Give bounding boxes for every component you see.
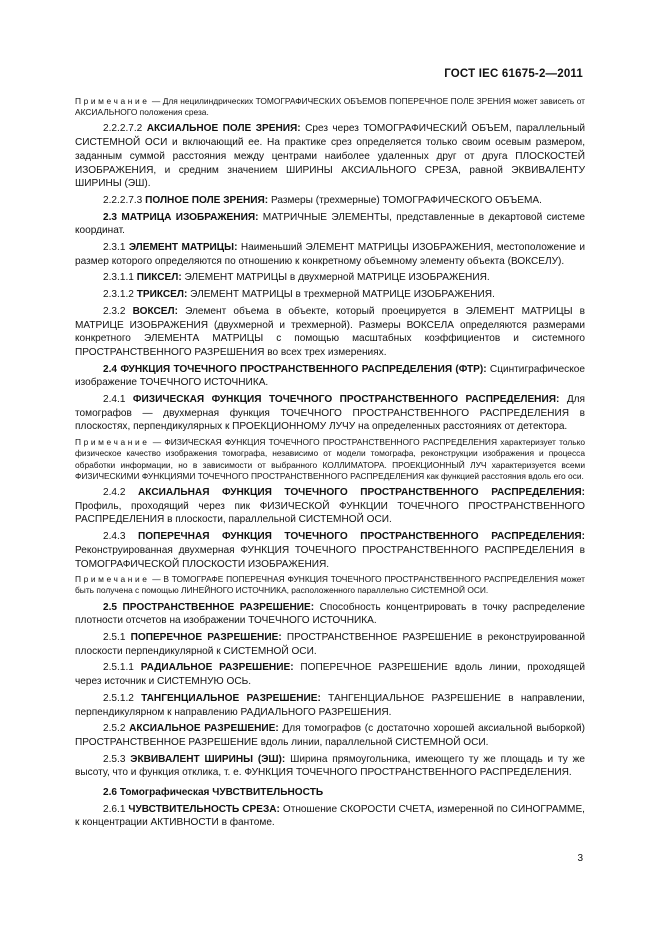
clause-term: ПОПЕРЕЧНОЕ РАЗРЕШЕНИЕ: [130,632,282,644]
clause-number: 2.3.1.2 [103,289,134,301]
clause-term: ВОКСЕЛ: [132,305,178,317]
clause-term: ФУНКЦИЯ ТОЧЕЧНОГО ПРОСТРАНСТВЕННОГО РАСПРЕДЕЛЕНИЯ (ФТР): [120,363,487,375]
clause-term: ЭЛЕМЕНТ МАТРИЦЫ: [128,242,238,254]
standard-header: ГОСТ IEC 61675-2—2011 [444,68,583,80]
document-body [75,94,585,833]
clause-text: ПРОСТРАНСТВЕННОЕ РАЗРЕШЕНИЕ в реконструированной плоскости перпендикулярной к СИСТЕМНОЙ ОСИ. [75,632,585,657]
clause-text: Сцинтиграфическое изображение ТОЧЕЧНОГО ИСТОЧНИКА. [75,363,585,389]
clause-text: Способность концентрировать в точку распределение плотности отсчетов на изображении ТОЧЕЧНОГО ИСТОЧНИКА. [75,601,586,627]
note-dash: — [152,574,161,585]
clause-term: РАДИАЛЬНОЕ РАЗРЕШЕНИЕ: [140,662,294,674]
clause-number: 2.4.1 [103,394,126,406]
clause-number: 2.3.2 [103,305,126,317]
clause-2-3-2 [75,305,585,360]
clause-text: Наименьший ЭЛЕМЕНТ МАТРИЦЫ ИЗОБРАЖЕНИЯ, местоположение и размер которого определяются по отношению к конкретному объемному элементу объекта (ВОКСЕЛУ). [75,242,586,267]
clause-2-5 [75,601,585,628]
clause-2-4-1 [75,393,585,434]
clause-2-4-2 [75,486,585,527]
note-dash: — [152,437,162,448]
note-dash: — [151,96,161,106]
clause-number: 2.5.1.2 [103,692,134,704]
clause-text: Срез через ТОМОГРАФИЧЕСКИЙ ОБЪЕМ, параллельный СИСТЕМНОЙ ОСИ и включающий ее. На практике срез определяется только своим осевым размером, заданным суммой расстояния между центрами наиболее удаленных друг от друга ПЛОСКОСТЕЙ ИЗОБРАЖЕНИЯ, и средним значением ШИРИНЫ АКСИАЛЬНОГО СРЕЗА, равной ЭКВИВАЛЕНТУ ШИРИНЫ (ЭШ). [75,123,586,190]
clause-number: 2.3 [103,211,118,223]
clause-2-3-1 [75,241,585,268]
clause-2-3 [75,211,585,238]
clause-2-4-3 [75,530,585,571]
note-text: ФИЗИЧЕСКАЯ ФУНКЦИЯ ТОЧЕЧНОГО ПРОСТРАНСТВЕННОГО РАСПРЕДЕЛЕНИЯ характеризует только физическое качество изображения томографа, независимо от модели томографа, реконструкции изображения и процесса обработки информации, но в зависимости от выбранного КОЛЛИМАТОРА. ПРОЕКЦИОННЫЙ ЛУЧ характеризуется всеми ФИЗИЧЕСКИМИ ФУНКЦИЯМИ ТОЧЕЧНОГО ПРОСТРАНСТВЕННОГО РАСПРЕДЕЛЕНИЯ как функцией расстояния вдоль его оси. [75,437,586,481]
clause-term: ЭКВИВАЛЕНТ ШИРИНЫ (ЭШ): [130,753,286,765]
clause-term: ПОПЕРЕЧНАЯ ФУНКЦИЯ ТОЧЕЧНОГО ПРОСТРАНСТВЕННОГО РАСПРЕДЕЛЕНИЯ: [138,531,585,543]
clause-number: 2.6.1 [103,803,126,815]
note-label: Примечание [75,437,150,448]
clause-number: 2.2.2.7.2 [103,123,143,135]
clause-2-5-1-2 [75,692,585,719]
clause-term: ПИКСЕЛ: [136,272,182,284]
page-number: 3 [577,853,583,864]
clause-2-5-3 [75,753,585,780]
clause-text: Ширина прямоугольника, имеющего ту же площадь и ту же высоту, что и функция отклика, т. е. ФУНКЦИЯ ТОЧЕЧНОГО ПРОСТРАНСТВЕННОГО РАСПРЕДЕЛЕНИЯ. [75,753,585,779]
clause-term: АКСИАЛЬНОЕ ПОЛЕ ЗРЕНИЯ: [146,123,301,135]
clause-term: ФИЗИЧЕСКАЯ ФУНКЦИЯ ТОЧЕЧНОГО ПРОСТРАНСТВЕННОГО РАСПРЕДЕЛЕНИЯ: [132,394,560,406]
note-text: Для нецилиндрических ТОМОГРАФИЧЕСКИХ ОБЪЕМОВ ПОПЕРЕЧНОЕ ПОЛЕ ЗРЕНИЯ может зависеть от АКСИАЛЬНОГО положения среза. [75,96,586,118]
clause-number: 2.2.2.7.3 [103,194,143,206]
clause-2-5-1-1 [75,661,585,688]
clause-term: Томографическая ЧУВСТВИТЕЛЬНОСТЬ [119,787,324,799]
note-label: Примечание [75,574,150,585]
clause-term: ПРОСТРАНСТВЕННОЕ РАЗРЕШЕНИЕ: [122,601,315,613]
clause-text: Для томографов (с достаточно хорошей аксиальной выборкой) ПРОСТРАНСТВЕННОЕ РАЗРЕШЕНИЕ вдоль линии, параллельной СИСТЕМНОЙ ОСИ. [75,723,585,748]
clause-term: МАТРИЦА ИЗОБРАЖЕНИЯ: [121,211,259,223]
clause-term: АКСИАЛЬНОЕ РАЗРЕШЕНИЕ: [129,723,279,735]
clause-text: Отношение СКОРОСТИ СЧЕТА, измеренной по СИНОГРАММЕ, к концентрации АКТИВНОСТИ в фантоме. [75,803,585,829]
clause-number: 2.3.1 [103,242,126,254]
clause-2-2-2-7-2 [75,122,585,191]
clause-term: АКСИАЛЬНАЯ ФУНКЦИЯ ТОЧЕЧНОГО ПРОСТРАНСТВЕННОГО РАСПРЕДЕЛЕНИЯ: [138,486,585,498]
clause-text: МАТРИЧНЫЕ ЭЛЕМЕНТЫ, представленные в декартовой системе координат. [75,211,586,237]
clause-2-5-2 [75,722,585,749]
clause-term: ПОЛНОЕ ПОЛЕ ЗРЕНИЯ: [145,194,269,206]
note-label: Примечание [75,96,150,106]
clause-term: ЧУВСТВИТЕЛЬНОСТЬ СРЕЗА: [128,803,280,815]
clause-number: 2.5 [103,601,118,613]
note-2 [75,437,585,482]
clause-text: Размеры (трехмерные) ТОМОГРАФИЧЕСКОГО ОБЪЕМА. [270,194,542,206]
clause-number: 2.6 [103,787,118,799]
note-1 [75,96,585,118]
clause-text: Элемент объема в объекте, который проецируется в ЭЛЕМЕНТ МАТРИЦЫ в МАТРИЦЕ ИЗОБРАЖЕНИЯ (двухмерной и трехмерной). Размеры ВОКСЕЛА определяются размерами конкретного ЭЛЕМЕНТА МАТРИЦЫ с помощью масштабных коэффициентов и системного ПРОСТРАНСТВЕННОГО РАЗРЕШЕНИЯ во всех трех измерениях. [75,305,585,358]
clause-text: Реконструированная двухмерная ФУНКЦИЯ ТОЧЕЧНОГО ПРОСТРАНСТВЕННОГО РАСПРЕДЕЛЕНИЯ в ТОМОГРАФИЧЕСКОЙ ПЛОСКОСТИ ИЗОБРАЖЕНИЯ. [75,544,585,570]
clause-term: ТАНГЕНЦИАЛЬНОЕ РАЗРЕШЕНИЕ: [141,692,321,704]
clause-number: 2.5.3 [103,753,126,765]
clause-text: Профиль, проходящий через пик ФИЗИЧЕСКОЙ ФУНКЦИИ ТОЧЕЧНОГО ПРОСТРАНСТВЕННОГО РАСПРЕДЕЛЕНИЯ в плоскости, параллельной СИСТЕМНОЙ ОСИ. [75,500,585,526]
clause-number: 2.3.1.1 [103,272,134,284]
clause-term: ТРИКСЕЛ: [136,289,188,301]
clause-text: Для томографов — двухмерная функция ТОЧЕЧНОГО ПРОСТРАНСТВЕННОГО РАСПРЕДЕЛЕНИЯ в плоскостях, перпендикулярных к ПРОЕКЦИОННОМУ ЛУЧУ на определенных расстояниях от детектора. [75,394,586,433]
clause-number: 2.4 [103,363,118,375]
note-3 [75,574,585,596]
clause-2-2-2-7-3 [75,194,585,208]
section-2-6-heading [75,786,585,800]
clause-2-4 [75,363,585,390]
clause-text: ЭЛЕМЕНТ МАТРИЦЫ в трехмерной МАТРИЦЕ ИЗОБРАЖЕНИЯ. [190,289,495,301]
clause-number: 2.5.1 [103,632,126,644]
clause-2-3-1-2 [75,288,585,302]
note-text: В ТОМОГРАФЕ ПОПЕРЕЧНАЯ ФУНКЦИЯ ТОЧЕЧНОГО ПРОСТРАНСТВЕННОГО РАСПРЕДЕЛЕНИЯ может быть получена с помощью ЛИНЕЙНОГО ИСТОЧНИКА, расположенного параллельно СИСТЕМНОЙ ОСИ. [75,574,586,596]
clause-text: ПОПЕРЕЧНОЕ РАЗРЕШЕНИЕ вдоль линии, проходящей через источник и СИСТЕМНУЮ ОСЬ. [75,662,585,688]
clause-number: 2.5.1.1 [103,662,134,674]
clause-number: 2.4.2 [103,486,126,498]
clause-text: ЭЛЕМЕНТ МАТРИЦЫ в двухмерной МАТРИЦЕ ИЗОБРАЖЕНИЯ. [184,272,490,284]
clause-2-6-1 [75,803,585,830]
clause-number: 2.4.3 [103,531,126,543]
clause-2-3-1-1 [75,271,585,285]
clause-number: 2.5.2 [103,723,126,735]
clause-2-5-1 [75,631,585,658]
clause-text: ТАНГЕНЦИАЛЬНОЕ РАЗРЕШЕНИЕ в направлении, перпендикулярном к направлению РАДИАЛЬНОГО РАЗРЕШЕНИЯ. [75,692,585,718]
